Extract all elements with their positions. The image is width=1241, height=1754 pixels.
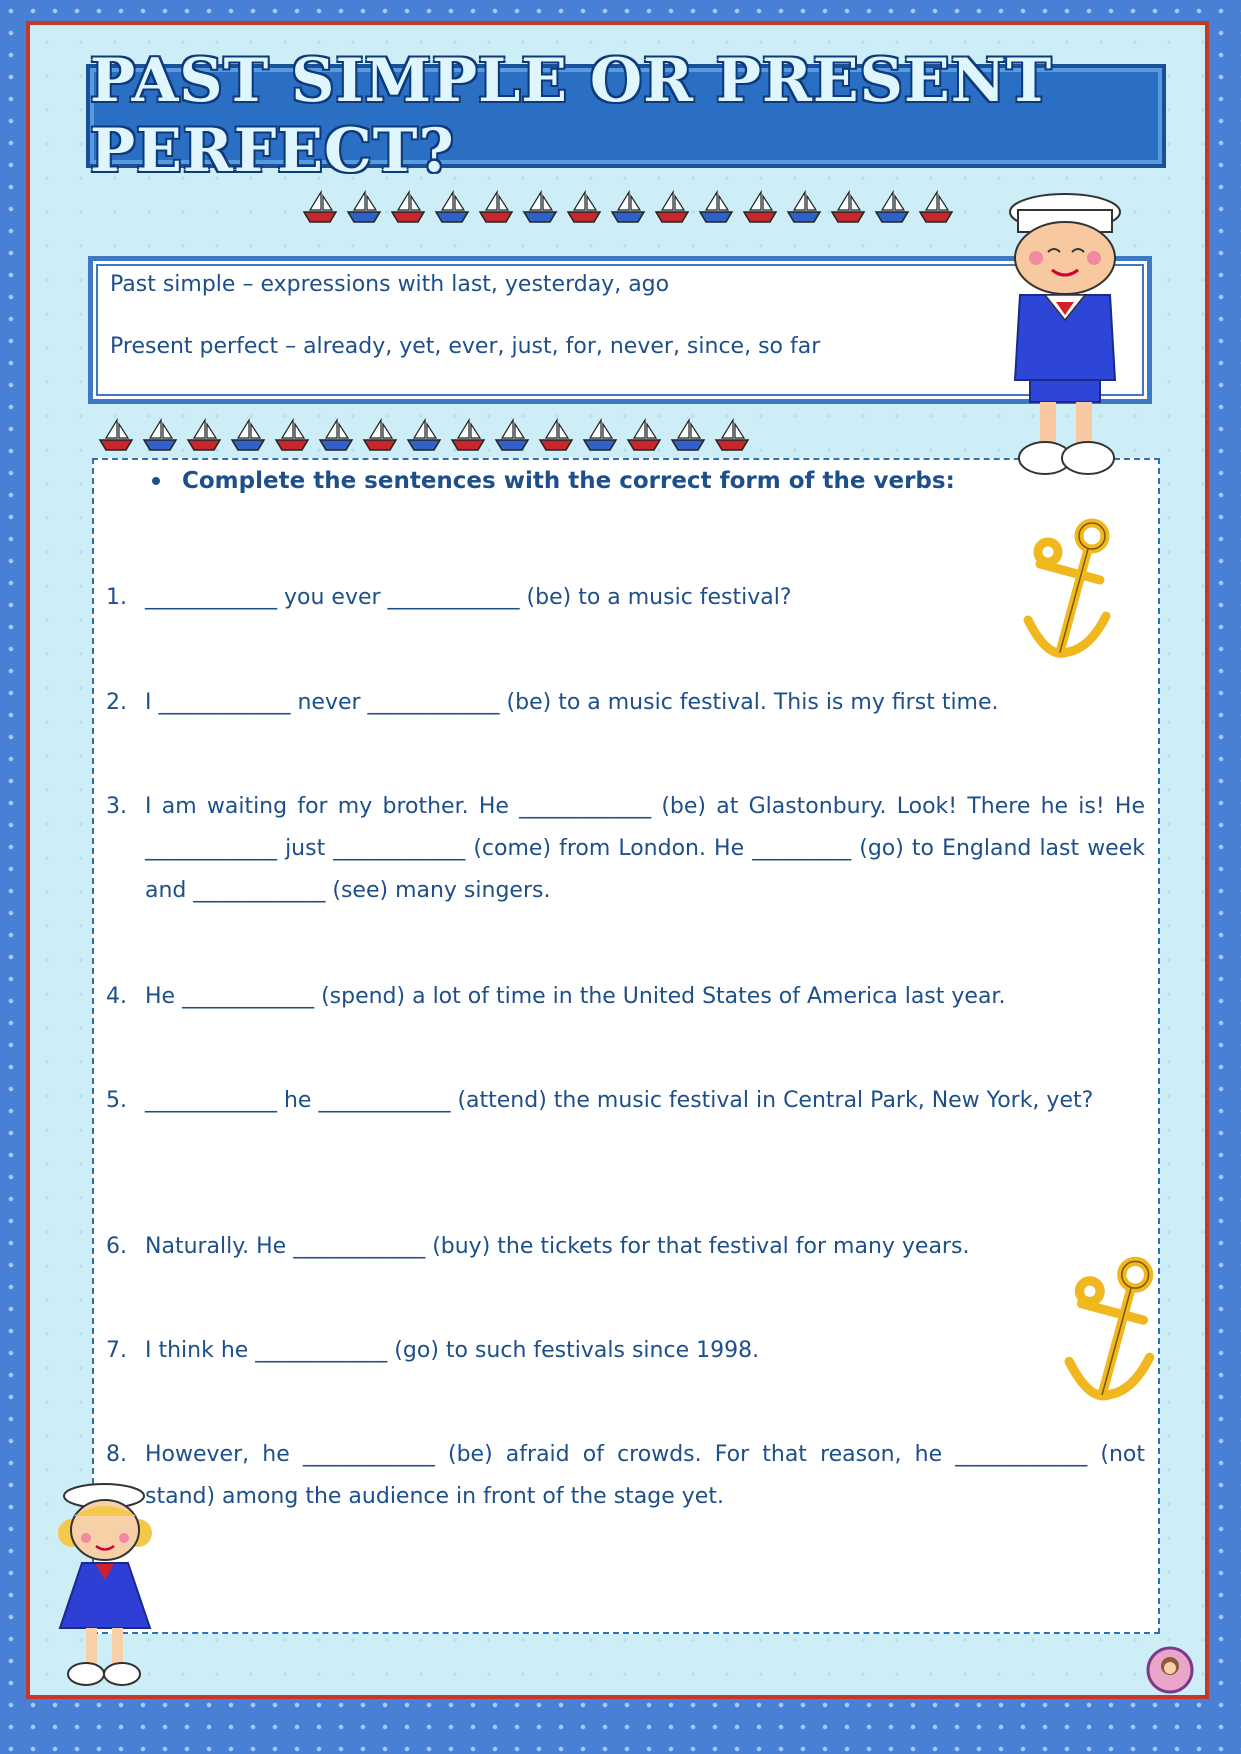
- question-text: I ____________ never ____________ (be) to a music festival. This is my first time.: [145, 690, 999, 715]
- boat-icon: [304, 192, 336, 222]
- question-number: 6.: [106, 1234, 127, 1259]
- question-number: 8.: [106, 1442, 127, 1467]
- question-text: He ____________ (spend) a lot of time in the United States of America last year.: [145, 984, 1006, 1009]
- boat-icon: [568, 192, 600, 222]
- past-simple-rule: Past simple – expressions with last, yesterday, ago: [110, 272, 670, 297]
- boat-icon: [672, 420, 704, 450]
- author-logo: [1140, 1640, 1200, 1700]
- boat-icon: [144, 420, 176, 450]
- question-text: ____________ he ____________ (attend) the music festival in Central Park, New York, yet?: [145, 1088, 1094, 1113]
- boat-icon: [524, 192, 556, 222]
- boat-icon: [876, 192, 908, 222]
- question-number: 7.: [106, 1338, 127, 1363]
- question-number: 3.: [106, 794, 127, 819]
- boat-icon: [832, 192, 864, 222]
- boat-icon: [320, 420, 352, 450]
- anchor-icon: [1010, 512, 1130, 672]
- anchor-icon: [1050, 1250, 1175, 1415]
- boat-icon: [188, 420, 220, 450]
- sailor-boy-illustration: [990, 190, 1140, 485]
- boat-icon: [348, 192, 380, 222]
- title-banner: [86, 46, 1166, 186]
- boat-icon: [100, 420, 132, 450]
- boat-icon: [480, 192, 512, 222]
- instruction-text: Complete the sentences with the correct form of the verbs:: [182, 468, 955, 494]
- boat-row-top: [300, 190, 965, 226]
- boat-icon: [788, 192, 820, 222]
- question-number: 1.: [106, 585, 127, 610]
- boat-icon: [436, 192, 468, 222]
- boat-icon: [232, 420, 264, 450]
- exercise-instruction: [182, 468, 955, 494]
- boat-icon: [612, 192, 644, 222]
- boat-icon: [584, 420, 616, 450]
- boat-icon: [452, 420, 484, 450]
- question-text: I think he ____________ (go) to such festivals since 1998.: [145, 1338, 760, 1363]
- boat-icon: [920, 192, 952, 222]
- boat-row-middle: [96, 418, 761, 454]
- boat-icon: [744, 192, 776, 222]
- boat-icon: [700, 192, 732, 222]
- present-perfect-rule: Present perfect – already, yet, ever, just, for, never, since, so far: [110, 334, 821, 359]
- boat-icon: [496, 420, 528, 450]
- instruction-bullet: [152, 477, 160, 485]
- question-text: ____________ you ever ____________ (be) to a music festival?: [145, 585, 792, 610]
- boat-icon: [656, 192, 688, 222]
- boat-icon: [540, 420, 572, 450]
- boat-icon: [628, 420, 660, 450]
- sailor-girl-illustration: [52, 1478, 162, 1690]
- boat-icon: [276, 420, 308, 450]
- boat-icon: [364, 420, 396, 450]
- question-text: Naturally. He ____________ (buy) the tickets for that festival for many years.: [145, 1234, 970, 1259]
- question-text: I am waiting for my brother. He ____________ (be) at Glastonbury. Look! There he is! He ____________ just ____________ (come) from London. He _________ (go) to England last week and ____________ (see) many singers.: [145, 794, 1145, 903]
- question-number: 5.: [106, 1088, 127, 1113]
- page-title: PAST SIMPLE OR PRESENT PERFECT?: [90, 46, 1053, 186]
- boat-icon: [716, 420, 748, 450]
- boat-icon: [392, 192, 424, 222]
- boat-icon: [408, 420, 440, 450]
- question-text: However, he ____________ (be) afraid of crowds. For that reason, he ____________ (not stand) among the audience in front of the stage yet.: [145, 1442, 1145, 1509]
- question-number: 2.: [106, 690, 127, 715]
- question-number: 4.: [106, 984, 127, 1009]
